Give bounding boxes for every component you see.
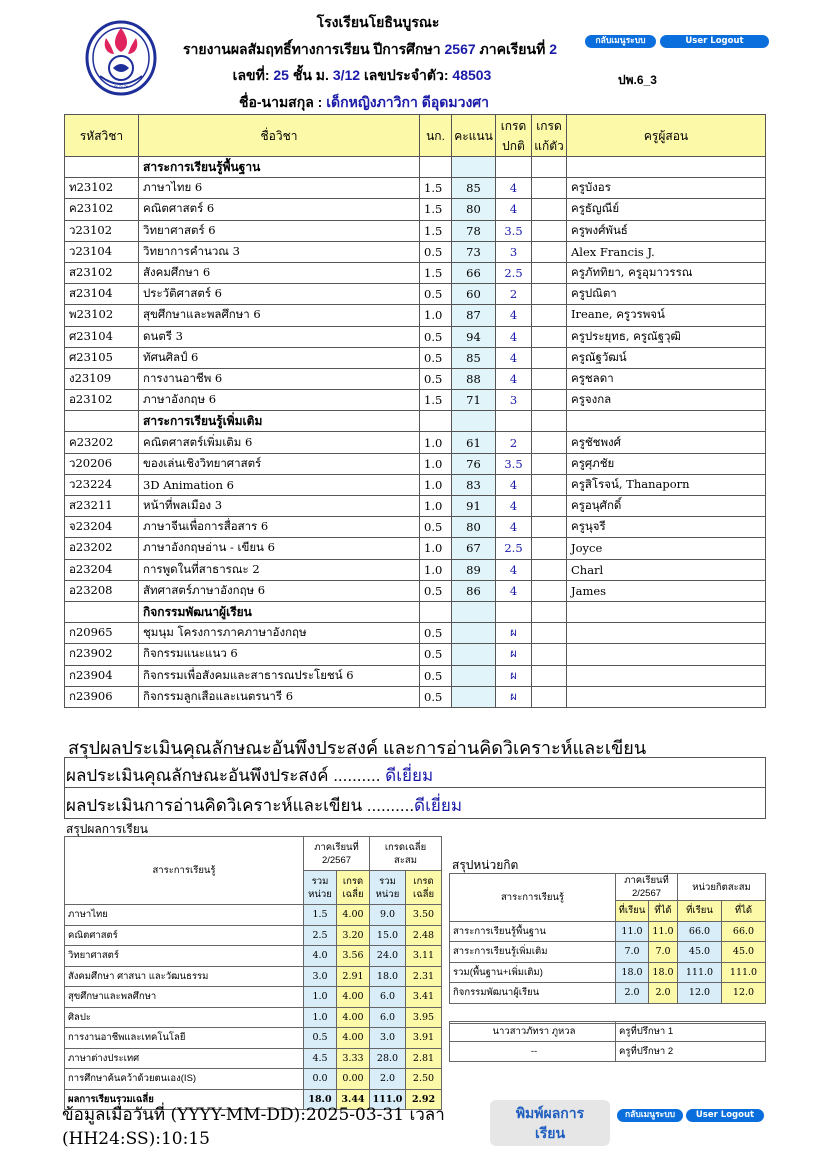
summary-header-term: ภาคเรียนที่ 2/2567 (304, 837, 370, 871)
units-row: รวม(พื้นฐาน+เพิ่มเติม) 18.0 18.0 111.0 111.0 (450, 962, 766, 983)
svg-text:~~~~~: ~~~~~ (108, 83, 134, 90)
grades-table (64, 114, 766, 708)
table-row: ส23211 หน้าที่พลเมือง 3 1.0 91 4 ครูอนุศักดิ์ (65, 496, 766, 517)
summary-row: ภาษาต่างประเทศ 4.5 3.33 28.0 2.81 (65, 1048, 442, 1069)
table-row: ก23902 กิจกรรมแนะแนว 6 0.5 ผ (65, 644, 766, 665)
summary-title: สรุปผลการเรียน (66, 822, 149, 836)
table-row: ท23102 ภาษาไทย 6 1.5 85 4 ครูบังอร (65, 178, 766, 199)
units-header-cum: หน่วยกิตสะสม (678, 874, 766, 901)
class: 3/12 (332, 67, 361, 83)
units-row: สาระการเรียนรู้เพิ่มเติม 7.0 7.0 45.0 45.0 (450, 942, 766, 963)
table-row: พ23102 สุขศึกษาและพลศึกษา 6 1.0 87 4 Ireane, ครูวรพจน์ (65, 305, 766, 326)
table-row: ก23906 กิจกรรมลูกเสือและเนตรนารี 6 0.5 ผ (65, 686, 766, 707)
student-id: 48503 (452, 67, 492, 83)
table-row: ว23224 3D Animation 6 1.0 83 4 ครูสิโรจน์, Thanaporn (65, 474, 766, 495)
table-row: ส23102 สังคมศึกษา 6 1.5 66 2.5 ครูภัททิยา, ครูอุมาวรรณ (65, 262, 766, 283)
form-code: ปพ.6_3 (618, 73, 657, 87)
student-name-line: ชื่อ-นามสกุล : เด็กหญิงภาวิกา ดีอุดมวงศา (238, 94, 490, 110)
units-row: สาระการเรียนรู้พื้นฐาน 11.0 11.0 66.0 66.0 (450, 921, 766, 942)
group-row: สาระการเรียนรู้เพิ่มเติม (65, 411, 766, 432)
units-table: สาระการเรียนรู้ ภาคเรียนที่ 2/2567 หน่วยกิตสะสม ที่เรียน ที่ได้ ที่เรียน ที่ได้ สาระการเรียนรู้พื้นฐาน 11.0 11.0 66.0 66.0 สาระการเรียนรู้เพิ่มเติม 7.0 7.0 45.0 45.0 รวม(พื้นฐาน+เพิ่มเติม) 18.0 18.0 111.0 111.0 กิจกรรมพัฒนาผู้เรียน 2.0 2.0 12.0 12.0 (449, 873, 766, 1024)
table-row: ก20965 ชุมนุม โครงการภาคภาษาอังกฤษ 0.5 ผ (65, 623, 766, 644)
read-assessment-value: ดีเยี่ยม (414, 796, 463, 815)
header-subject: ชื่อวิชา (139, 115, 420, 157)
table-row: ว20206 ของเล่นเชิงวิทยาศาสตร์ 1.0 76 3.5 ครูศุภชัย (65, 453, 766, 474)
summary-row: การงานอาชีพและเทคโนโลยี 0.5 4.00 3.0 3.91 (65, 1028, 442, 1049)
header-grade-fix: เกรด แก้ตัว (532, 115, 567, 157)
summary-row: ผลการเรียนรวมเฉลี่ย 18.0 3.44 111.0 2.92 (65, 1089, 442, 1110)
menu-button[interactable]: กลับเมนูระบบ (585, 35, 656, 48)
summary-row: ภาษาไทย 1.5 4.00 9.0 3.50 (65, 905, 442, 926)
print-button[interactable]: พิมพ์ผลการ เรียน (490, 1100, 610, 1146)
summary-header-area: สาระการเรียนรู้ (65, 837, 304, 905)
table-row: อ23202 ภาษาอังกฤษอ่าน - เขียน 6 1.0 67 2.5 Joyce (65, 538, 766, 559)
table-row: ศ23104 ดนตรี 3 0.5 94 4 ครูประยุทธ, ครูณัฐวุฒิ (65, 326, 766, 347)
student-no: 25 (273, 67, 289, 83)
summary-table: สาระการเรียนรู้ ภาคเรียนที่ 2/2567 เกรดเฉลี่ย สะสม รวม หน่วย เกรด เฉลี่ย รวม หน่วย เกรด เฉลี่ย ภาษาไทย 1.5 4.00 9.0 3.50 คณิตศาสตร์ 2.5 3.20 15.0 2.48 วิทยาศาสตร์ 4.0 3.56 24.0 3.11 สังคมศึกษา ศาสนา และวัฒนธรรม 3.0 2.91 18.0 2.31 สุขศึกษาและพลศึกษา 1.0 4.00 6.0 3.41 ศิลปะ 1.0 4.00 6.0 3.95 การงานอาชีพและเทคโนโลยี 0.5 4.00 3.0 3.91 ภาษาต่างประเทศ 4.5 3.33 28.0 2.81 การศึกษาค้นคว้าด้วยตนเอง(IS) 0.0 0.00 2.0 2.50 ผลการเรียนรวมเฉลี่ย 18.0 3.44 111.0 2.92 (64, 836, 442, 1110)
summary-header-cum: เกรดเฉลี่ย สะสม (370, 837, 442, 871)
footer-logout-button[interactable]: User Logout (686, 1109, 764, 1122)
report-title: รายงานผลสัมฤทธิ์ทางการเรียน ปีการศึกษา 2567 ภาคเรียนที่ 2 (183, 41, 557, 57)
summary-row: สุขศึกษาและพลศึกษา 1.0 4.00 6.0 3.41 (65, 987, 442, 1008)
header-teacher: ครูผู้สอน (567, 115, 766, 157)
table-row: ง23109 การงานอาชีพ 6 0.5 88 4 ครูชลดา (65, 368, 766, 389)
read-assessment: ผลประเมินการอ่านคิดวิเคราะห์และเขียน ..........ดีเยี่ยม (66, 796, 463, 815)
table-row: จ23204 ภาษาจีนเพื่อการสื่อสาร 6 0.5 80 4 ครูนุจรี (65, 517, 766, 538)
advisor-row: -- ครูที่ปรึกษา 2 (450, 1042, 766, 1062)
units-header-area: สาระการเรียนรู้ (450, 874, 616, 922)
summary-row: การศึกษาค้นคว้าด้วยตนเอง(IS) 0.0 0.00 2.0 2.50 (65, 1069, 442, 1090)
table-row: ค23102 คณิตศาสตร์ 6 1.5 80 4 ครูธัญณีย์ (65, 199, 766, 220)
units-row: กิจกรรมพัฒนาผู้เรียน 2.0 2.0 12.0 12.0 (450, 983, 766, 1004)
header-code: รหัสวิชา (65, 115, 139, 157)
header-credit: นก. (420, 115, 452, 157)
char-assessment: ผลประเมินคุณลักษณะอันพึงประสงค์ .......... ดีเยี่ยม (66, 766, 434, 785)
units-title: สรุปหน่วยกิต (452, 858, 519, 872)
summary-row: ศิลปะ 1.0 4.00 6.0 3.95 (65, 1007, 442, 1028)
school-name: โรงเรียนโยธินบูรณะ (316, 14, 440, 30)
table-row: ว23102 วิทยาศาสตร์ 6 1.5 78 3.5 ครูพงศ์พันธ์ (65, 220, 766, 241)
student-info: เลขที่: 25 ชั้น ม. 3/12 เลขประจำตัว: 48503 (232, 67, 492, 83)
header-grade: เกรด ปกติ (496, 115, 532, 157)
header-score: คะแนน (452, 115, 496, 157)
table-row: ก23904 กิจกรรมเพื่อสังคมและสาธารณประโยชน์ 6 0.5 ผ (65, 665, 766, 686)
logout-button[interactable]: User Logout (660, 35, 769, 48)
group-row: กิจกรรมพัฒนาผู้เรียน (65, 601, 766, 622)
table-row: ส23104 ประวัติศาสตร์ 6 0.5 60 2 ครูปณิตา (65, 284, 766, 305)
advisor-row: นาวสาวภัทรา ภูหวล ครูที่ปรึกษา 1 (450, 1022, 766, 1042)
advisor-table (449, 1021, 766, 1062)
table-row: ว23104 วิทยาการคำนวณ 3 0.5 73 3 Alex Francis J. (65, 241, 766, 262)
table-row: อ23208 สัทศาสตร์ภาษาอังกฤษ 6 0.5 86 4 James (65, 580, 766, 601)
table-row: อ23204 การพูดในที่สาธารณะ 2 1.0 89 4 Charl (65, 559, 766, 580)
school-year: 2567 (444, 41, 476, 57)
table-row: อ23102 ภาษาอังกฤษ 6 1.5 71 3 ครูจงกล (65, 390, 766, 411)
data-timestamp: ข้อมูลเมื่อวันที่ (YYYY-MM-DD):2025-03-31 เวลา (HH24:SS):10:15 (62, 1105, 445, 1149)
table-row: ค23202 คณิตศาสตร์เพิ่มเติม 6 1.0 61 2 ครูชัชพงศ์ (65, 432, 766, 453)
footer-menu-button[interactable]: กลับเมนูระบบ (617, 1109, 683, 1122)
term: 2 (549, 41, 557, 57)
group-row: สาระการเรียนรู้พื้นฐาน (65, 157, 766, 178)
summary-row: สังคมศึกษา ศาสนา และวัฒนธรรม 3.0 2.91 18.0 2.31 (65, 966, 442, 987)
summary-row: คณิตศาสตร์ 2.5 3.20 15.0 2.48 (65, 925, 442, 946)
student-name: เด็กหญิงภาวิกา ดีอุดมวงศา (326, 94, 490, 110)
table-row: ศ23105 ทัศนศิลป์ 6 0.5 85 4 ครูณัฐวัฒน์ (65, 347, 766, 368)
summary-row: วิทยาศาสตร์ 4.0 3.56 24.0 3.11 (65, 946, 442, 967)
char-assessment-value: ดีเยี่ยม (385, 766, 434, 785)
assessment-title: สรุปผลประเมินคุณลักษณะอันพึงประสงค์ และการอ่านคิดวิเคราะห์และเขียน (68, 738, 647, 758)
units-header-term: ภาคเรียนที่ 2/2567 (616, 874, 678, 901)
